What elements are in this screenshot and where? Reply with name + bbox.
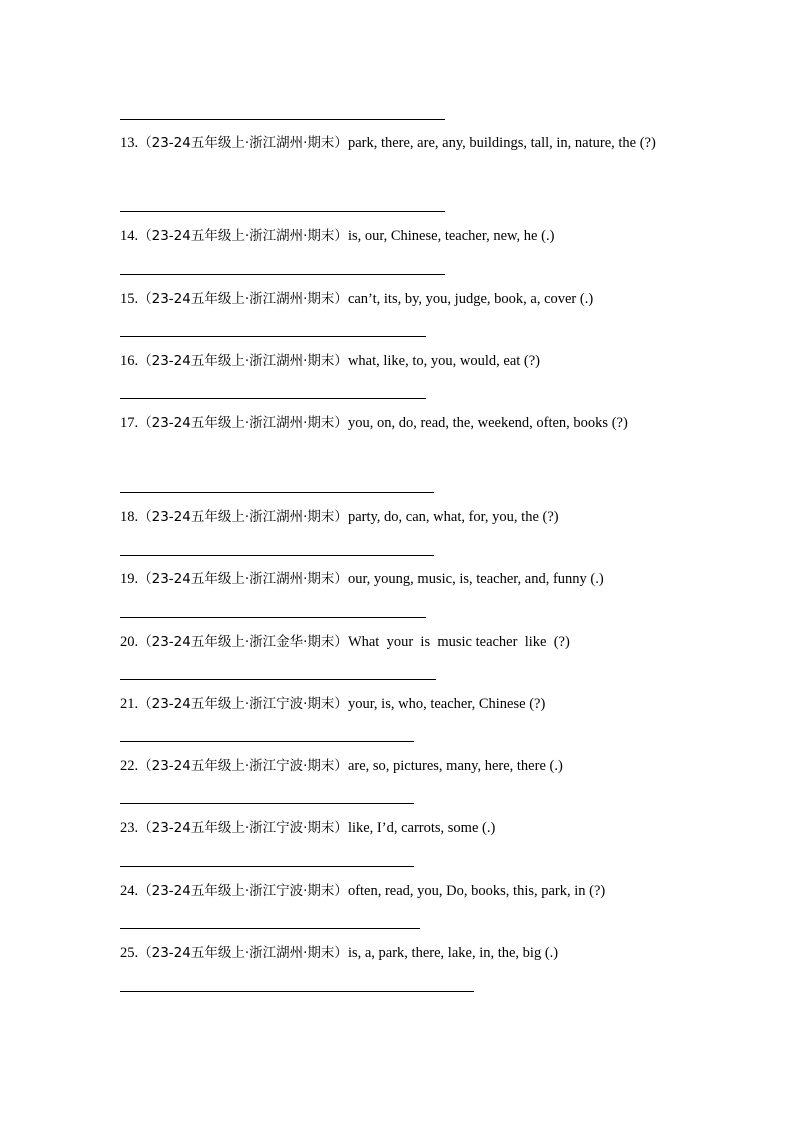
question-19 xyxy=(120,564,680,595)
question-16 xyxy=(120,346,680,377)
question-number: 23. xyxy=(120,820,139,836)
question-words: what, like, to, you, would, eat (?) xyxy=(347,353,541,369)
question-source: （23-24五年级上·浙江湖州·期末） xyxy=(138,353,348,369)
question-words: are, so, pictures, many, here, there (.) xyxy=(347,758,563,774)
question-15 xyxy=(120,284,680,315)
question-source: （23-24五年级上·浙江湖州·期末） xyxy=(138,228,348,244)
question-number: 24. xyxy=(120,883,139,899)
question-words: can’t, its, by, you, judge, book, a, cover (.) xyxy=(347,291,594,307)
question-22 xyxy=(120,751,680,782)
answer-line-14 xyxy=(120,274,445,275)
answer-line-24 xyxy=(120,928,420,929)
question-source: （23-24五年级上·浙江湖州·期末） xyxy=(138,945,348,961)
question-source: （23-24五年级上·浙江宁波·期末） xyxy=(138,758,348,774)
question-words: party, do, can, what, for, you, the (?) xyxy=(347,509,559,525)
question-number: 20. xyxy=(120,634,139,650)
question-25 xyxy=(120,938,680,969)
question-number: 13. xyxy=(120,135,139,151)
question-source: （23-24五年级上·浙江宁波·期末） xyxy=(138,696,348,712)
question-words: is, our, Chinese, teacher, new, he (.) xyxy=(347,228,555,244)
question-words: you, on, do, read, the, weekend, often, books (?) xyxy=(347,415,628,431)
question-source: （23-24五年级上·浙江金华·期末） xyxy=(138,634,348,650)
question-number: 14. xyxy=(120,228,139,244)
question-number: 18. xyxy=(120,509,139,525)
question-words: is, a, park, there, lake, in, the, big (.) xyxy=(347,945,559,961)
answer-line-18 xyxy=(120,555,434,556)
question-number: 15. xyxy=(120,291,139,307)
question-18 xyxy=(120,502,680,533)
question-number: 16. xyxy=(120,353,139,369)
question-source: （23-24五年级上·浙江湖州·期末） xyxy=(138,291,348,307)
answer-line-22 xyxy=(120,803,414,804)
question-20 xyxy=(120,627,680,658)
answer-line-19 xyxy=(120,617,426,618)
question-words: What your is music teacher like (?) xyxy=(347,634,570,650)
question-number: 22. xyxy=(120,758,139,774)
answer-line-12 xyxy=(120,119,445,120)
question-words: like, I’d, carrots, some (.) xyxy=(347,820,496,836)
question-21 xyxy=(120,689,680,720)
question-number: 19. xyxy=(120,571,139,587)
answer-line-13 xyxy=(120,211,445,212)
question-source: （23-24五年级上·浙江湖州·期末） xyxy=(138,135,348,151)
question-source: （23-24五年级上·浙江宁波·期末） xyxy=(138,883,348,899)
question-source: （23-24五年级上·浙江湖州·期末） xyxy=(138,571,348,587)
answer-line-21 xyxy=(120,741,414,742)
question-23 xyxy=(120,813,680,844)
question-13 xyxy=(120,128,660,159)
question-source: （23-24五年级上·浙江湖州·期末） xyxy=(138,509,348,525)
answer-line-20 xyxy=(120,679,436,680)
question-words: often, read, you, Do, books, this, park, in (?) xyxy=(347,883,606,899)
question-source: （23-24五年级上·浙江湖州·期末） xyxy=(138,415,348,431)
question-number: 21. xyxy=(120,696,139,712)
answer-line-16 xyxy=(120,398,426,399)
answer-line-15 xyxy=(120,336,426,337)
question-source: （23-24五年级上·浙江宁波·期末） xyxy=(138,820,348,836)
answer-line-23 xyxy=(120,866,414,867)
question-17 xyxy=(120,408,650,439)
question-words: park, there, are, any, buildings, tall, in, nature, the (?) xyxy=(347,135,656,151)
question-24 xyxy=(120,876,680,907)
question-number: 17. xyxy=(120,415,139,431)
question-number: 25. xyxy=(120,945,139,961)
answer-line-17 xyxy=(120,492,434,493)
question-14 xyxy=(120,221,680,252)
answer-line-25 xyxy=(120,991,474,992)
question-words: our, young, music, is, teacher, and, funny (.) xyxy=(347,571,604,587)
question-words: your, is, who, teacher, Chinese (?) xyxy=(347,696,546,712)
